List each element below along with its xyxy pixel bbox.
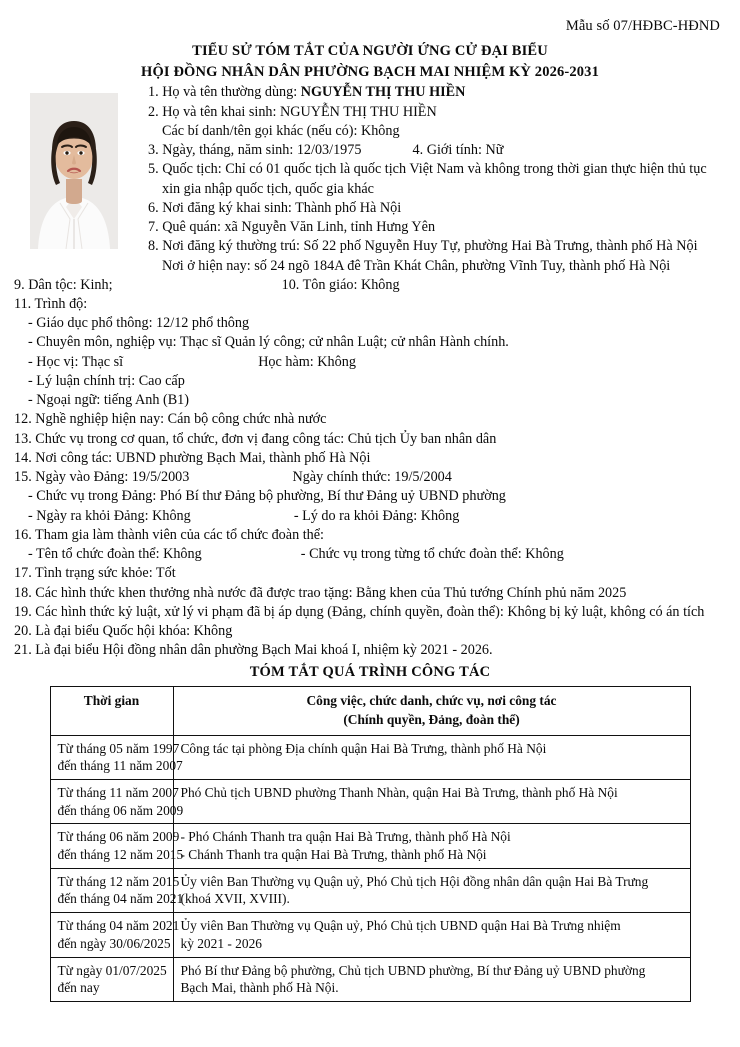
desc-line-1: - Phó Chánh Thanh tra quận Hai Bà Trưng, thành phố Hà Nội bbox=[180, 829, 511, 845]
field-birth-registration: 6. Nơi đăng ký khai sinh: Thành phố Hà Nội bbox=[148, 199, 402, 216]
fields-right-of-photo bbox=[148, 83, 726, 275]
table-cell-description bbox=[173, 957, 690, 1001]
remaining-fields-section bbox=[0, 276, 740, 661]
time-line-1: Từ tháng 06 năm 2009 bbox=[57, 829, 180, 845]
table-row bbox=[50, 957, 690, 1001]
field-party-exit-row bbox=[14, 507, 730, 526]
time-line-1: Từ ngày 01/07/2025 bbox=[57, 962, 167, 978]
time-line-2: đến tháng 11 năm 2007 bbox=[57, 758, 183, 774]
field-birth-name: 2. Họ và tên khai sinh: NGUYỄN THỊ THU HIỀN bbox=[148, 103, 437, 120]
field-party-position: - Chức vụ trong Đảng: Phó Bí thư Đảng bộ phường, Bí thư Đảng uỷ UBND phường bbox=[28, 488, 506, 505]
desc-line-1: Ủy viên Ban Thường vụ Quận uỷ, Phó Chủ tịch Hội đồng nhân dân quận Hai Bà Trưng bbox=[180, 873, 649, 889]
desc-line-1: Phó Chủ tịch UBND phường Thanh Nhàn, quận Hai Bà Trưng, thành phố Hà Nội bbox=[180, 785, 618, 801]
field-4-gender: 4. Giới tính: Nữ bbox=[412, 142, 504, 159]
form-code: Mẫu số 07/HĐBC-HĐND bbox=[565, 18, 720, 34]
field-education-header: 11. Trình độ: bbox=[14, 296, 88, 312]
personal-info-section bbox=[0, 83, 740, 275]
field-foreign-language: - Ngoại ngữ: tiếng Anh (B1) bbox=[28, 392, 189, 409]
field-political-theory: - Lý luận chính trị: Cao cấp bbox=[28, 372, 185, 389]
time-line-2: đến tháng 04 năm 2021 bbox=[57, 891, 184, 907]
desc-line-2: Bạch Mai, thành phố Hà Nội. bbox=[180, 980, 339, 996]
field-nationality-line2: xin gia nhập quốc tịch, quốc gia khác bbox=[162, 180, 374, 197]
field-general-education: - Giáo dục phổ thông: 12/12 phổ thông bbox=[28, 315, 250, 332]
field-3-dob: 3. Ngày, tháng, năm sinh: 12/03/1975 bbox=[148, 142, 362, 159]
table-cell-time bbox=[50, 913, 180, 957]
field-organizations-header: 16. Tham gia làm thành viên của các tổ chức đoàn thể: bbox=[14, 526, 324, 543]
time-line-1: Từ tháng 12 năm 2015 bbox=[57, 873, 180, 889]
field-organization-position: - Chức vụ trong từng tổ chức đoàn thể: Không bbox=[300, 546, 564, 563]
time-line-1: Từ tháng 11 năm 2007 bbox=[57, 785, 179, 801]
table-cell-description bbox=[173, 780, 690, 824]
table-cell-time bbox=[50, 824, 184, 868]
table-cell-description bbox=[173, 868, 690, 912]
table-row bbox=[50, 868, 690, 912]
table-row bbox=[50, 780, 690, 824]
photo-container bbox=[30, 93, 134, 249]
time-line-2: đến tháng 06 năm 2009 bbox=[57, 802, 184, 818]
field-party-dates-row bbox=[14, 468, 730, 487]
field-10-religion: 10. Tôn giáo: Không bbox=[281, 276, 400, 293]
time-line-2: đến ngày 30/06/2025 bbox=[57, 935, 171, 951]
table-cell-description bbox=[173, 913, 690, 957]
title-line-1: TIỂU SỬ TÓM TẮT CỦA NGƯỜI ỨNG CỬ ĐẠI BIỂU bbox=[192, 43, 548, 60]
table-cell-time bbox=[50, 868, 184, 912]
title-line-2: HỘI ĐỒNG NHÂN DÂN PHƯỜNG BẠCH MAI NHIỆM KỲ 2026-2031 bbox=[141, 64, 599, 81]
candidate-photo bbox=[30, 93, 118, 249]
table-cell-time bbox=[50, 780, 184, 824]
field-1-label: 1. Họ và tên thường dùng: bbox=[148, 84, 298, 101]
field-party-join-date: 15. Ngày vào Đảng: 19/5/2003 bbox=[14, 469, 190, 486]
time-line-2: đến tháng 12 năm 2015 bbox=[57, 847, 184, 863]
field-occupation: 12. Nghề nghiệp hiện nay: Cán bộ công chức nhà nước bbox=[14, 411, 327, 428]
field-academic-degree-row bbox=[14, 353, 730, 372]
field-party-exit-date: - Ngày ra khỏi Đảng: Không bbox=[28, 507, 191, 524]
field-disciplinary: 19. Các hình thức kỷ luật, xử lý vi phạm đã bị áp dụng (Đảng, chính quyền, đoàn thể): Không bị kỷ luật, không có án tích bbox=[14, 603, 705, 620]
desc-line-2: (khoá XVII, XVIII). bbox=[180, 891, 290, 907]
table-row bbox=[50, 913, 690, 957]
field-current-residence: Nơi ở hiện nay: số 24 ngõ 184A đê Trần Khát Chân, phường Vĩnh Tuy, thành phố Hà Nội bbox=[162, 257, 671, 274]
table-header-time: Thời gian bbox=[50, 687, 173, 735]
field-nationality-line1: 5. Quốc tịch: Chỉ có 01 quốc tịch là quốc tịch Việt Nam và không trong thời gian thực hiện thủ tục bbox=[148, 161, 707, 178]
field-academic-degree: - Học vị: Thạc sĩ bbox=[28, 353, 124, 370]
work-history-title: TÓM TẮT QUÁ TRÌNH CÔNG TÁC bbox=[249, 664, 491, 681]
desc-line-2: kỳ 2021 - 2026 bbox=[180, 935, 262, 951]
field-hometown: 7. Quê quán: xã Nguyễn Văn Linh, tỉnh Hưng Yên bbox=[148, 219, 436, 236]
field-academic-title: Học hàm: Không bbox=[258, 353, 356, 370]
time-line-1: Từ tháng 05 năm 1997 bbox=[57, 740, 180, 756]
field-organization-name: - Tên tổ chức đoàn thể: Không bbox=[28, 546, 202, 563]
field-national-assembly: 20. Là đại biểu Quốc hội khóa: Không bbox=[14, 622, 233, 639]
document-title bbox=[0, 41, 740, 83]
table-row bbox=[50, 824, 690, 868]
table-cell-description bbox=[173, 824, 690, 868]
field-organizations-row bbox=[14, 545, 730, 564]
work-history-table bbox=[50, 686, 691, 1001]
field-awards: 18. Các hình thức khen thưởng nhà nước đã được trao tặng: Bằng khen của Thủ tướng Chính phủ năm 2025 bbox=[14, 584, 627, 601]
time-line-1: Từ tháng 04 năm 2021 bbox=[57, 918, 180, 934]
field-position-current: 13. Chức vụ trong cơ quan, tổ chức, đơn vị đang công tác: Chủ tịch Ủy ban nhân dân bbox=[14, 430, 497, 447]
field-9-ethnicity: 9. Dân tộc: Kinh; bbox=[14, 276, 113, 293]
table-header-row bbox=[50, 687, 690, 735]
time-line-2: đến nay bbox=[57, 980, 100, 996]
desc-line-2: - Chánh Thanh tra quận Hai Bà Trưng, thành phố Hà Nội bbox=[180, 847, 487, 863]
desc-line-1: Phó Bí thư Đảng bộ phường, Chủ tịch UBND phường, Bí thư Đảng uỷ UBND phường bbox=[180, 962, 646, 978]
table-cell-time bbox=[50, 957, 173, 1001]
field-dob-gender bbox=[148, 141, 726, 160]
field-workplace: 14. Nơi công tác: UBND phường Bạch Mai, thành phố Hà Nội bbox=[14, 449, 371, 466]
desc-line-1: Công tác tại phòng Địa chính quận Hai Bà Trưng, thành phố Hà Nội bbox=[180, 740, 547, 756]
field-health-status: 17. Tình trạng sức khỏe: Tốt bbox=[14, 565, 176, 582]
field-1-value: NGUYỄN THỊ THU HIỀN bbox=[300, 84, 466, 101]
table-cell-description bbox=[173, 735, 690, 779]
field-full-name bbox=[148, 83, 726, 102]
field-alias: Các bí danh/tên gọi khác (nếu có): Không bbox=[162, 122, 400, 139]
table-header-description-line2: (Chính quyền, Đảng, đoàn thể) bbox=[343, 711, 520, 727]
desc-line-1: Ủy viên Ban Thường vụ Quận uỷ, Phó Chủ tịch UBND quận Hai Bà Trưng nhiệm bbox=[180, 918, 621, 934]
field-professional-qualification: - Chuyên môn, nghiệp vụ: Thạc sĩ Quản lý công; cử nhân Luật; cử nhân Hành chính. bbox=[28, 334, 509, 351]
field-permanent-residence: 8. Nơi đăng ký thường trú: Số 22 phố Nguyễn Huy Tự, phường Hai Bà Trưng, thành phố Hà Nội bbox=[148, 238, 698, 255]
field-peoples-council: 21. Là đại biểu Hội đồng nhân dân phường Bạch Mai khoá I, nhiệm kỳ 2021 - 2026. bbox=[14, 642, 493, 659]
table-header-description bbox=[173, 687, 690, 735]
table-row bbox=[50, 735, 690, 779]
field-party-official-date: Ngày chính thức: 19/5/2004 bbox=[292, 469, 452, 486]
table-cell-time bbox=[50, 735, 183, 779]
field-party-exit-reason: - Lý do ra khỏi Đảng: Không bbox=[293, 507, 460, 524]
table-header-description-line1: Công việc, chức danh, chức vụ, nơi công tác bbox=[306, 693, 557, 709]
field-ethnicity-religion bbox=[14, 276, 730, 295]
